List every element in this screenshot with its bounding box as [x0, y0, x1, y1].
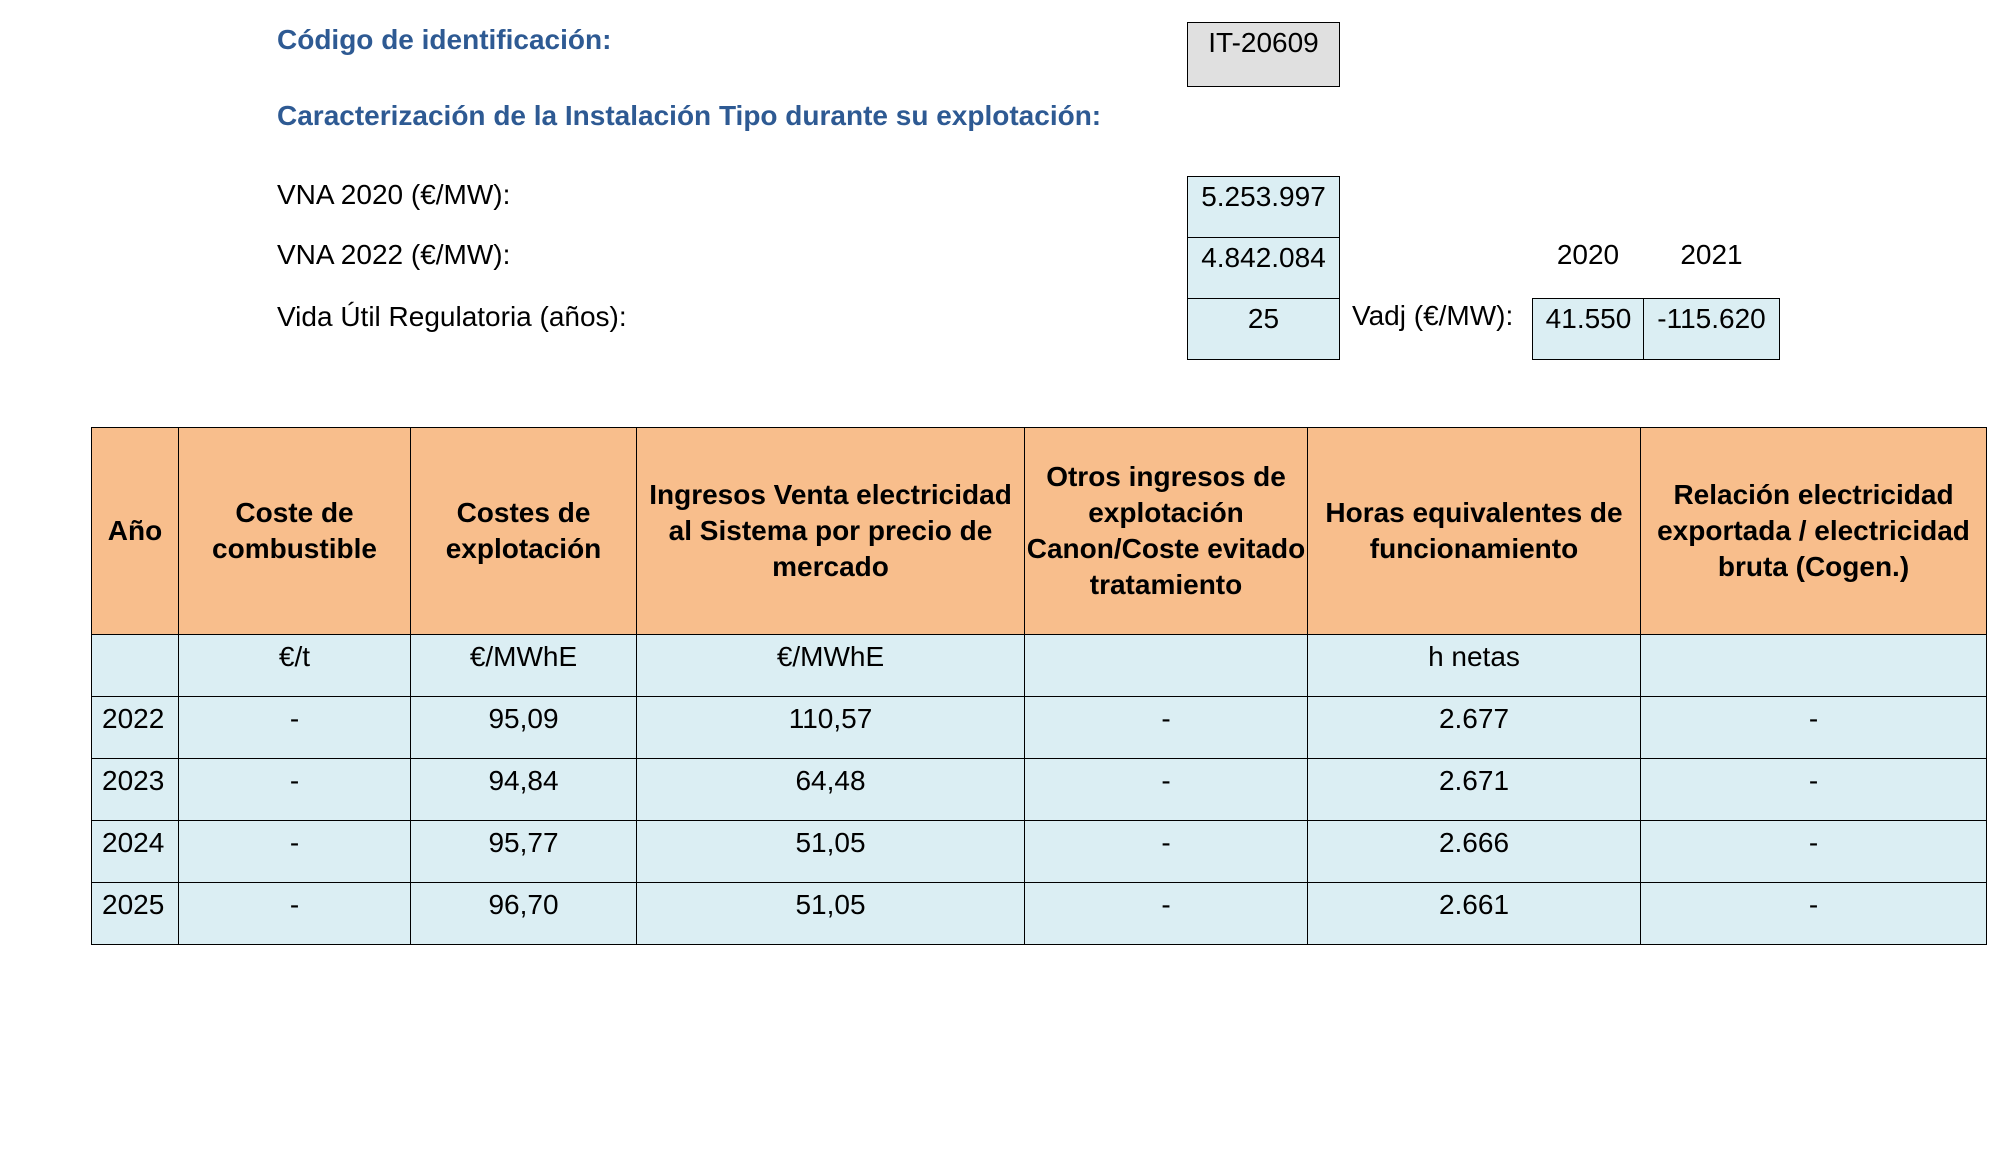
- table-cell: -: [1641, 821, 1987, 883]
- table-cell: -: [1025, 697, 1308, 759]
- codigo-label: Código de identificación:: [277, 24, 612, 55]
- table-cell: 95,09: [411, 697, 637, 759]
- year-cell: 2025: [92, 883, 179, 945]
- vna2020-label: VNA 2020 (€/MW):: [277, 179, 511, 210]
- table-cell: -: [1025, 821, 1308, 883]
- table-cell: 2.671: [1308, 759, 1641, 821]
- table-cell: 96,70: [411, 883, 637, 945]
- vadj-value-2020: 41.550: [1532, 298, 1645, 360]
- unit-cell: [92, 635, 179, 697]
- vna2022-label: VNA 2022 (€/MW):: [277, 239, 511, 270]
- table-cell: -: [179, 759, 411, 821]
- table-cell: -: [179, 697, 411, 759]
- vadj-year-2021: 2021: [1680, 239, 1743, 270]
- table-cell: 51,05: [637, 821, 1025, 883]
- table-cell: 94,84: [411, 759, 637, 821]
- header-otros-ingresos: Otros ingresos de explotación Canon/Coste evitado tratamiento: [1025, 428, 1308, 635]
- year-cell: 2022: [92, 697, 179, 759]
- unit-cell: h netas: [1308, 635, 1641, 697]
- header-ano: Año: [92, 428, 179, 635]
- table-cell: -: [1025, 883, 1308, 945]
- unit-cell: [1025, 635, 1308, 697]
- year-cell: 2023: [92, 759, 179, 821]
- table-row: [92, 759, 1987, 821]
- explotacion-table: [91, 427, 1987, 945]
- vadj-value-2021: -115.620: [1643, 298, 1780, 360]
- table-cell: -: [1641, 883, 1987, 945]
- table-cell: 51,05: [637, 883, 1025, 945]
- vadj-year-2020: 2020: [1556, 239, 1620, 270]
- vna2020-value: 5.253.997: [1187, 176, 1340, 239]
- table-cell: 2.666: [1308, 821, 1641, 883]
- unit-cell: €/MWhE: [411, 635, 637, 697]
- table-row: [92, 821, 1987, 883]
- table-row: [92, 883, 1987, 945]
- codigo-value: IT-20609: [1187, 22, 1340, 87]
- unit-cell: [1641, 635, 1987, 697]
- table-header-row: [92, 428, 1987, 635]
- units-row: [92, 635, 1987, 697]
- header-costes-explotacion: Costes de explotación: [411, 428, 637, 635]
- vna2022-value: 4.842.084: [1187, 237, 1340, 300]
- vadj-label: Vadj (€/MW):: [1352, 300, 1514, 331]
- vida-util-value: 25: [1187, 298, 1340, 360]
- table-cell: 2.677: [1308, 697, 1641, 759]
- vida-util-label: Vida Útil Regulatoria (años):: [277, 301, 627, 332]
- table-cell: -: [1641, 697, 1987, 759]
- unit-cell: €/MWhE: [637, 635, 1025, 697]
- header-relacion-electricidad: Relación electricidad exportada / electricidad bruta (Cogen.): [1641, 428, 1987, 635]
- table-cell: -: [1025, 759, 1308, 821]
- table-cell: 110,57: [637, 697, 1025, 759]
- header-horas-equivalentes: Horas equivalentes de funcionamiento: [1308, 428, 1641, 635]
- table-cell: 64,48: [637, 759, 1025, 821]
- year-cell: 2024: [92, 821, 179, 883]
- table-cell: 95,77: [411, 821, 637, 883]
- table-cell: 2.661: [1308, 883, 1641, 945]
- header-ingresos-venta: Ingresos Venta electricidad al Sistema por precio de mercado: [637, 428, 1025, 635]
- table-row: [92, 697, 1987, 759]
- table-cell: -: [179, 883, 411, 945]
- table-cell: -: [179, 821, 411, 883]
- caracterizacion-heading: Caracterización de la Instalación Tipo durante su explotación:: [277, 100, 1102, 131]
- header-coste-combustible: Coste de combustible: [179, 428, 411, 635]
- unit-cell: €/t: [179, 635, 411, 697]
- table-cell: -: [1641, 759, 1987, 821]
